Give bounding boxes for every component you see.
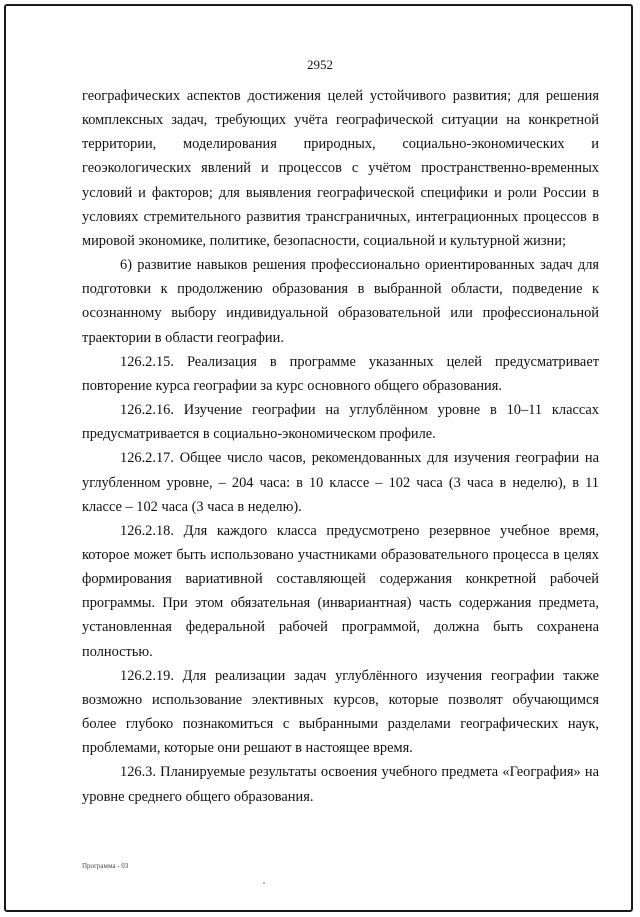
paragraph-126-2-16: 126.2.16. Изучение географии на углублённом уровне в 10–11 классах предусматривается в социально-экономическом профиле. bbox=[82, 402, 599, 443]
paragraph-126-2-17: 126.2.17. Общее число часов, рекомендованных для изучения географии на углубленном уровне, – 204 часа: в 10 классе – 102 часа (3 часа в неделю), в 11 классе – 102 часа (3 часа в неделю). bbox=[82, 450, 599, 515]
footer-label: Программа - 03 bbox=[82, 862, 129, 870]
paragraph-126-3: 126.3. Планируемые результаты освоения учебного предмета «География» на уровне среднего общего образования. bbox=[82, 764, 599, 805]
paragraph-goals-continuation: географических аспектов достижения целей устойчивого развития; для решения комплексных задач, требующих учёта географической ситуации на конкретной территории, моделирования природных, социально-экономических и геоэкологических явлений и процессов с учётом пространственно-временных условий и факторов; для выявления географической специфики и роли России в условиях стремительного развития трансграничных, интеграционных процессов в мировой экономике, политике, безопасности, социальной и культурной жизни; bbox=[82, 88, 599, 249]
paragraph-126-2-15: 126.2.15. Реализация в программе указанных целей предусматривает повторение курса географии за курс основного общего образования. bbox=[82, 353, 599, 394]
paragraph-goal-6: 6) развитие навыков решения профессионально ориентированных задач для подготовки к продолжению образования в выбранной области, подведение к осознанному выбору индивидуальной образовательной или профессиональной траектории в области географии. bbox=[82, 257, 599, 346]
paragraph-126-2-18: 126.2.18. Для каждого класса предусмотрено резервное учебное время, которое может быть использовано участниками образовательного процесса в целях формирования вариативной составляющей содержания конкретной рабочей программы. При этом обязательная (инвариантная) часть содержания предмета, установленная федеральной рабочей программой, должна быть сохранена полностью. bbox=[82, 522, 599, 660]
scan-speck bbox=[263, 882, 265, 884]
page-number: 2952 bbox=[307, 57, 333, 72]
paragraph-126-2-19: 126.2.19. Для реализации задач углублённого изучения географии также возможно использование элективных курсов, которые позволят обучающимся более глубоко познакомиться с выбранными разделами географических наук, проблемами, которые они решают в настоящее время. bbox=[82, 667, 599, 757]
document-body bbox=[82, 84, 599, 809]
